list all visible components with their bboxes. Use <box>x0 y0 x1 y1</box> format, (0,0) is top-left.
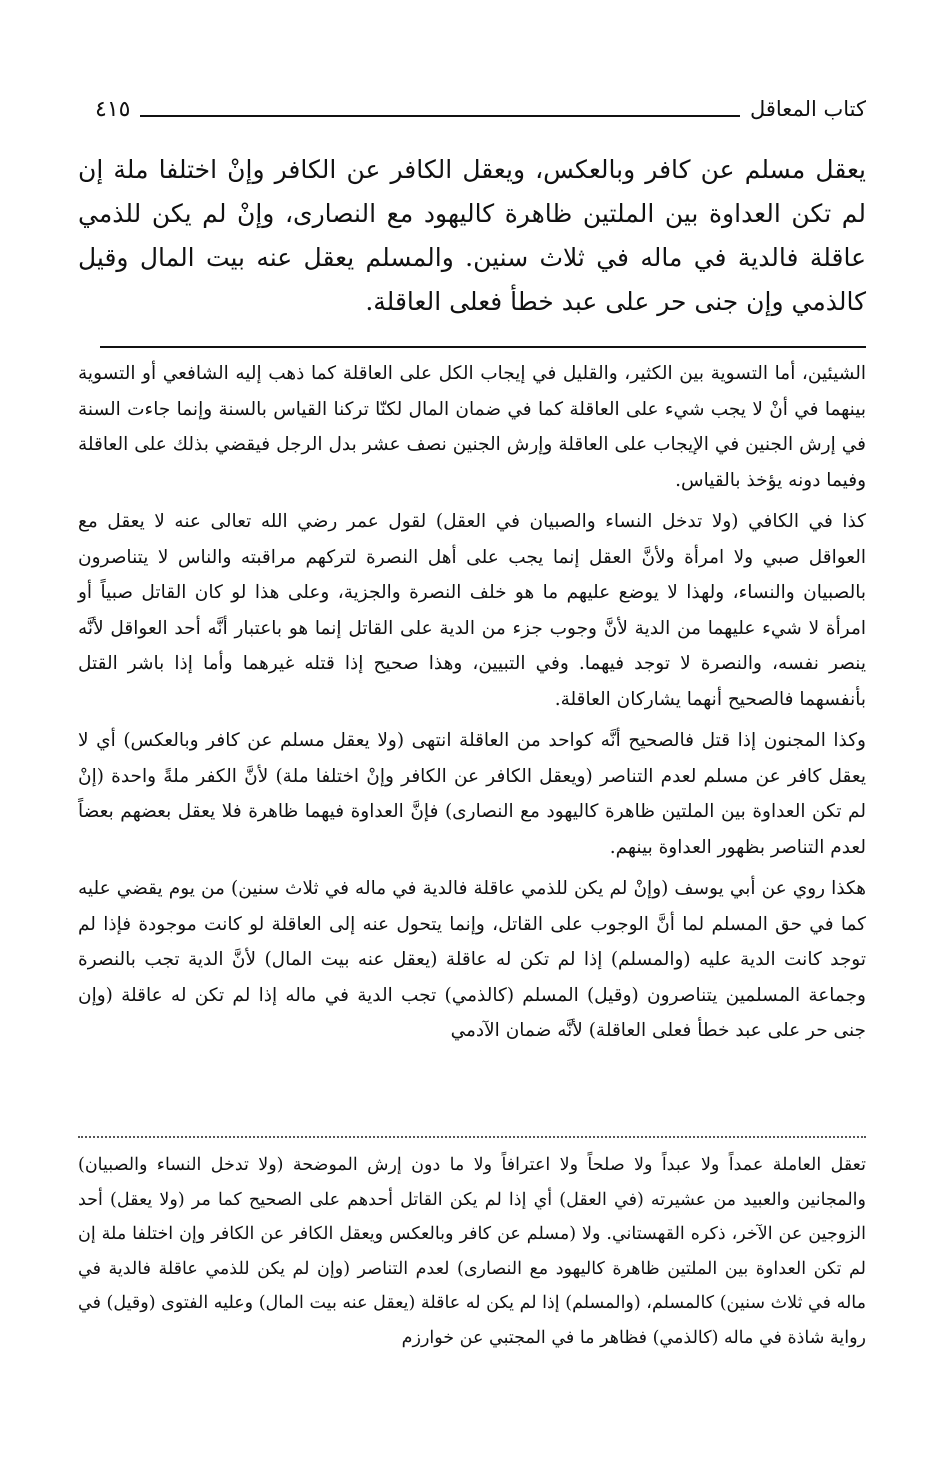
commentary-paragraph: كذا في الكافي (ولا تدخل النساء والصبيان في العقل) لقول عمر رضي الله تعالى عنه لا يعقل مع العواقل صبي ولا امرأة ولأنَّ العقل إنما يجب على أهل النصرة لتركهم مراقبته والناس لا يتناصرون بالصبيان والنساء، ولهذا لا يوضع عليهم ما هو خلف النصرة والجزية، وعلى هذا لو كان القاتل صبياً أو امرأة لا شيء عليهما من الدية لأنَّ وجوب جزء من الدية على القاتل إنما هو باعتبار أنَّه أحد العواقل لأنَّه ينصر نفسه، والنصرة لا توجد فيهما. وفي التبيين، وهذا صحيح إذا قتله غيرهما وأما إذا باشر القتل بأنفسهما فالصحيح أنهما يشاركان العاقلة. <box>78 511 866 710</box>
commentary-paragraph: وكذا المجنون إذا قتل فالصحيح أنَّه كواحد من العاقلة انتهى (ولا يعقل مسلم عن كافر وبالعكس) أي لا يعقل كافر عن مسلم لعدم التناصر (ويعقل الكافر عن الكافر وإنْ اختلفا ملة) لأنَّ الكفر ملةً واحدة (إنْ لم تكن العداوة بين الملتين ظاهرة كاليهود مع النصارى) فإنَّ العداوة فيهما ظاهرة فلا يعقل بعضهم بعضاً لعدم التناصر بظهور العداوة بينهم. <box>78 730 866 858</box>
page-number: ٤١٥ <box>95 96 131 122</box>
commentary-block <box>78 356 866 1055</box>
commentary-paragraph: الشيئين، أما التسوية بين الكثير، والقليل في إيجاب الكل على العاقلة كما ذهب إليه الشافعي أو التسوية بينهما في أنْ لا يجب شيء على العاقلة كما في ضمان المال لكنّا تركنا القياس بالسنة وإنما جاءت السنة في إرش الجنين في الإيجاب على العاقلة وإرش الجنين نصف عشر بدل الرجل فيقضي بذلك على العاقلة وفيما دونه يؤخذ بالقياس. <box>78 363 866 491</box>
bottom-commentary: تعقل العاملة عمداً ولا عبداً ولا صلحاً ولا اعترافاً ولا ما دون إرش الموضحة (ولا تدخل النساء والصبيان) والمجانين والعبيد من عشيرته (في العقل) أي إذا لم يكن القاتل أحدهم على الصحيح كما مر (ولا يعقل) أحد الزوجين عن الآخر، ذكره القهستاني. ولا (مسلم عن كافر وبالعكس ويعقل الكافر عن الكافر وإن اختلفا ملة إن لم تكن العداوة بين الملتين ظاهرة كاليهود مع النصارى) لعدم التناصر (وإن لم يكن للذمي عاقلة فالدية في ماله في ثلاث سنين) كالمسلم، (والمسلم) إذا لم يكن له عاقلة (يعقل عنه بيت المال) وعليه الفتوى (وقيل) في رواية شاذة في ماله (كالذمي) فظاهر ما في المجتبي عن خوارزم <box>78 1155 866 1348</box>
running-header <box>95 92 866 126</box>
main-text: يعقل مسلم عن كافر وبالعكس، ويعقل الكافر عن الكافر وإنْ اختلفا ملة إن لم تكن العداوة بين الملتين ظاهرة كاليهود مع النصارى، وإنْ لم يكن للذمي عاقلة فالدية في ماله في ثلاث سنين. والمسلم يعقل عنه بيت المال وقيل كالذمي وإن جنى حر على عبد خطأ فعلى العاقلة. <box>78 155 866 316</box>
commentary-paragraph: هكذا روي عن أبي يوسف (وإنْ لم يكن للذمي عاقلة فالدية في ماله في ثلاث سنين) من يوم يقضي عليه كما في حق المسلم لما أنَّ الوجوب على القاتل، وإنما يتحول عنه إلى العاقلة لو كانت موجودة فإذا لم توجد كانت الدية عليه (والمسلم) إذا لم تكن له عاقلة (يعقل عنه بيت المال) لأنَّ الدية تجب بالنصرة وجماعة المسلمين يتناصرون (وقيل) المسلم (كالذمي) تجب الدية في ماله إذا لم تكن له عاقلة (وإن جنى حر على عبد خطأ فعلى العاقلة) لأنَّه ضمان الآدمي <box>78 878 866 1041</box>
header-rule <box>140 115 740 117</box>
section-divider <box>100 346 866 348</box>
chapter-title: كتاب المعاقل <box>749 97 866 121</box>
dotted-divider <box>78 1136 866 1146</box>
